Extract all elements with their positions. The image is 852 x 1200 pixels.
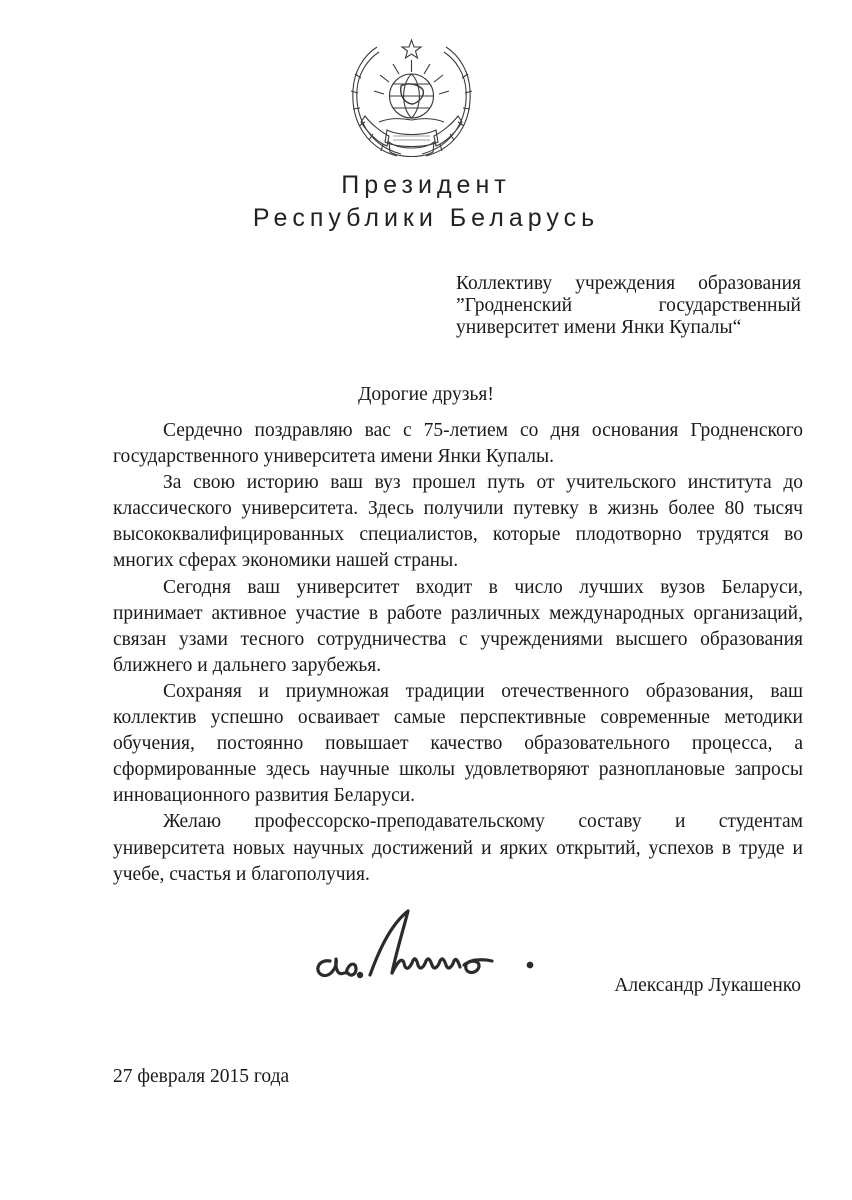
body-paragraph-1: Сердечно поздравляю вас с 75-летием со дня основания Гродненского государственного университета имени Янки Купалы. (113, 420, 803, 468)
addressee-block (456, 273, 801, 339)
letter-body (113, 418, 803, 888)
body-paragraph-3: Сегодня ваш университет входит в число лучших вузов Беларуси, принимает активное участие в работе различных международных организаций, связан узами тесного сотрудничества с учреждениями высшего образования ближнего и дальнего зарубежья. (113, 576, 803, 676)
greeting: Дорогие друзья! (358, 384, 494, 405)
body-paragraph-2: За свою историю ваш вуз прошел путь от учительского института до классического университета. Здесь получили путевку в жизнь более 80 тысяч высококвалифицированных специалистов, которые плодотворно трудятся во многих сферах экономики нашей страны. (113, 472, 803, 572)
signer-name: Александр Лукашенко (614, 975, 801, 996)
addressee-line-1: Коллективу учреждения образования (456, 273, 801, 294)
addressee-line-2: ”Гродненский государственный (456, 295, 801, 316)
body-paragraph-4: Сохраняя и приумножая традиции отечественного образования, ваш коллектив успешно осваивает самые перспективные современные методики обучения, постоянно повышает качество образовательного процесса, а сформированные здесь научные школы удовлетворяют разноплановые запросы инновационного развития Беларуси. (113, 680, 803, 807)
letterhead-title-line1: Президент (341, 171, 511, 199)
letterhead-title-line2: Республики Беларусь (252, 204, 600, 232)
addressee-line-3: университет имени Янки Купалы“ (456, 317, 742, 338)
handwritten-signature-icon (308, 905, 548, 985)
body-paragraph-5: Желаю профессорско-преподавательскому составу и студентам университета новых научных достижений и ярких открытий, успехов в труде и учебе, счастья и благополучия. (113, 811, 803, 885)
letter-date: 27 февраля 2015 года (113, 1066, 290, 1087)
belarus-emblem-icon (349, 38, 474, 160)
